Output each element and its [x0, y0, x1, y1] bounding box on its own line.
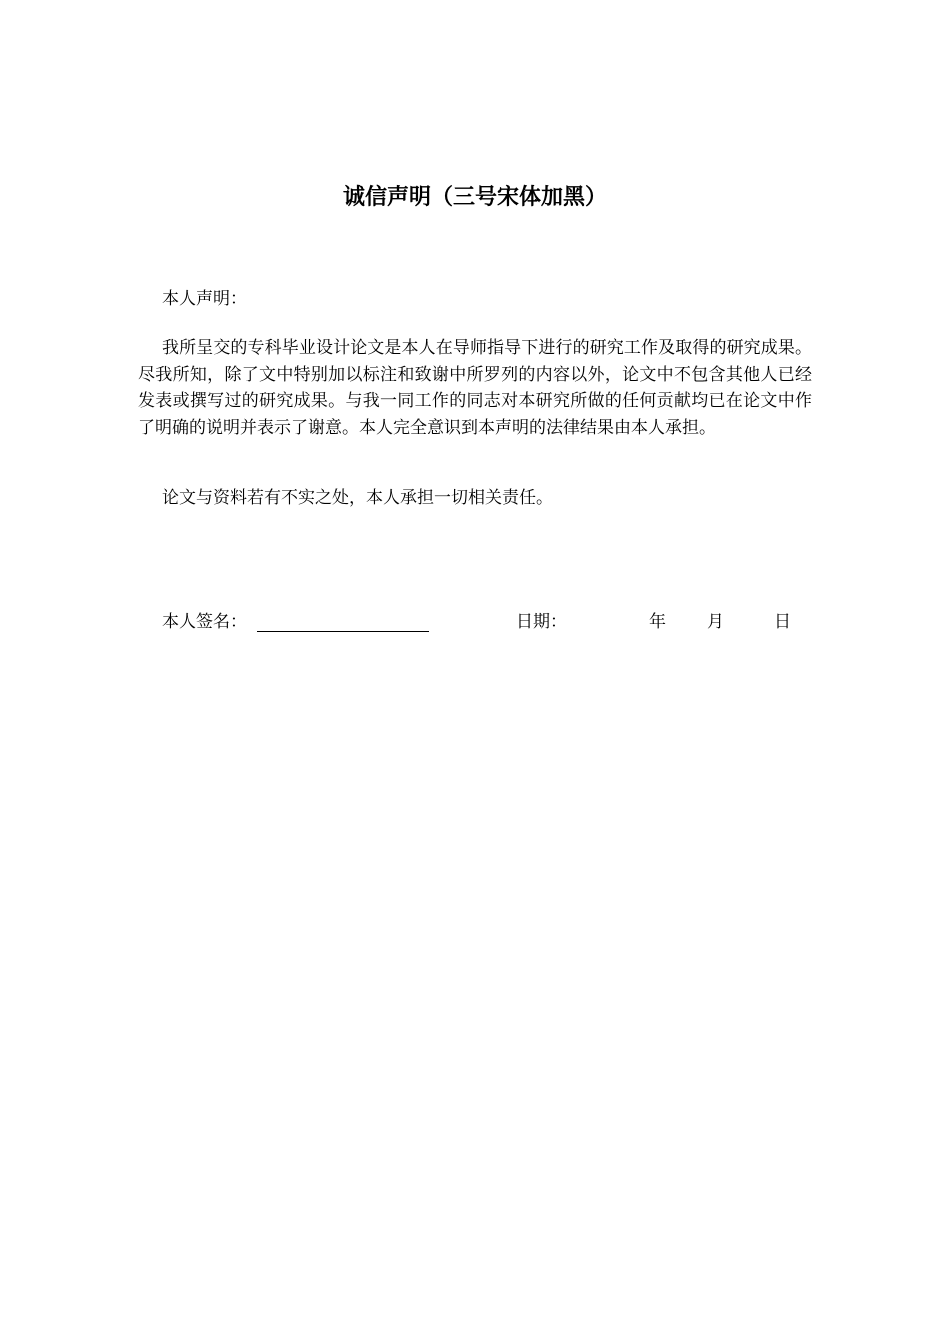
date-label: 日期： — [516, 612, 567, 632]
year-label: 年 — [649, 612, 666, 632]
page-title: 诚信声明（三号宋体加黑） — [342, 184, 607, 210]
signature-row — [162, 609, 812, 639]
day-label: 日 — [774, 612, 791, 632]
responsibility-paragraph: 论文与资料若有不实之处，本人承担一切相关责任。 — [162, 488, 553, 508]
declaration-paragraph: 我所呈交的专科毕业设计论文是本人在导师指导下进行的研究工作及取得的研究成果。尽我所知，除了文中特别加以标注和致谢中所罗列的内容以外，论文中不包含其他人已经发表或撰写过的研究成果。与我一同工作的同志对本研究所做的任何贡献均已在论文中作了明确的说明并表示了谢意。本人完全意识到本声明的法律结果由本人承担。 — [138, 338, 812, 438]
month-label: 月 — [707, 612, 724, 632]
declaration-intro: 本人声明： — [162, 289, 247, 309]
signature-line[interactable] — [257, 609, 429, 632]
signature-label: 本人签名： — [162, 612, 247, 632]
